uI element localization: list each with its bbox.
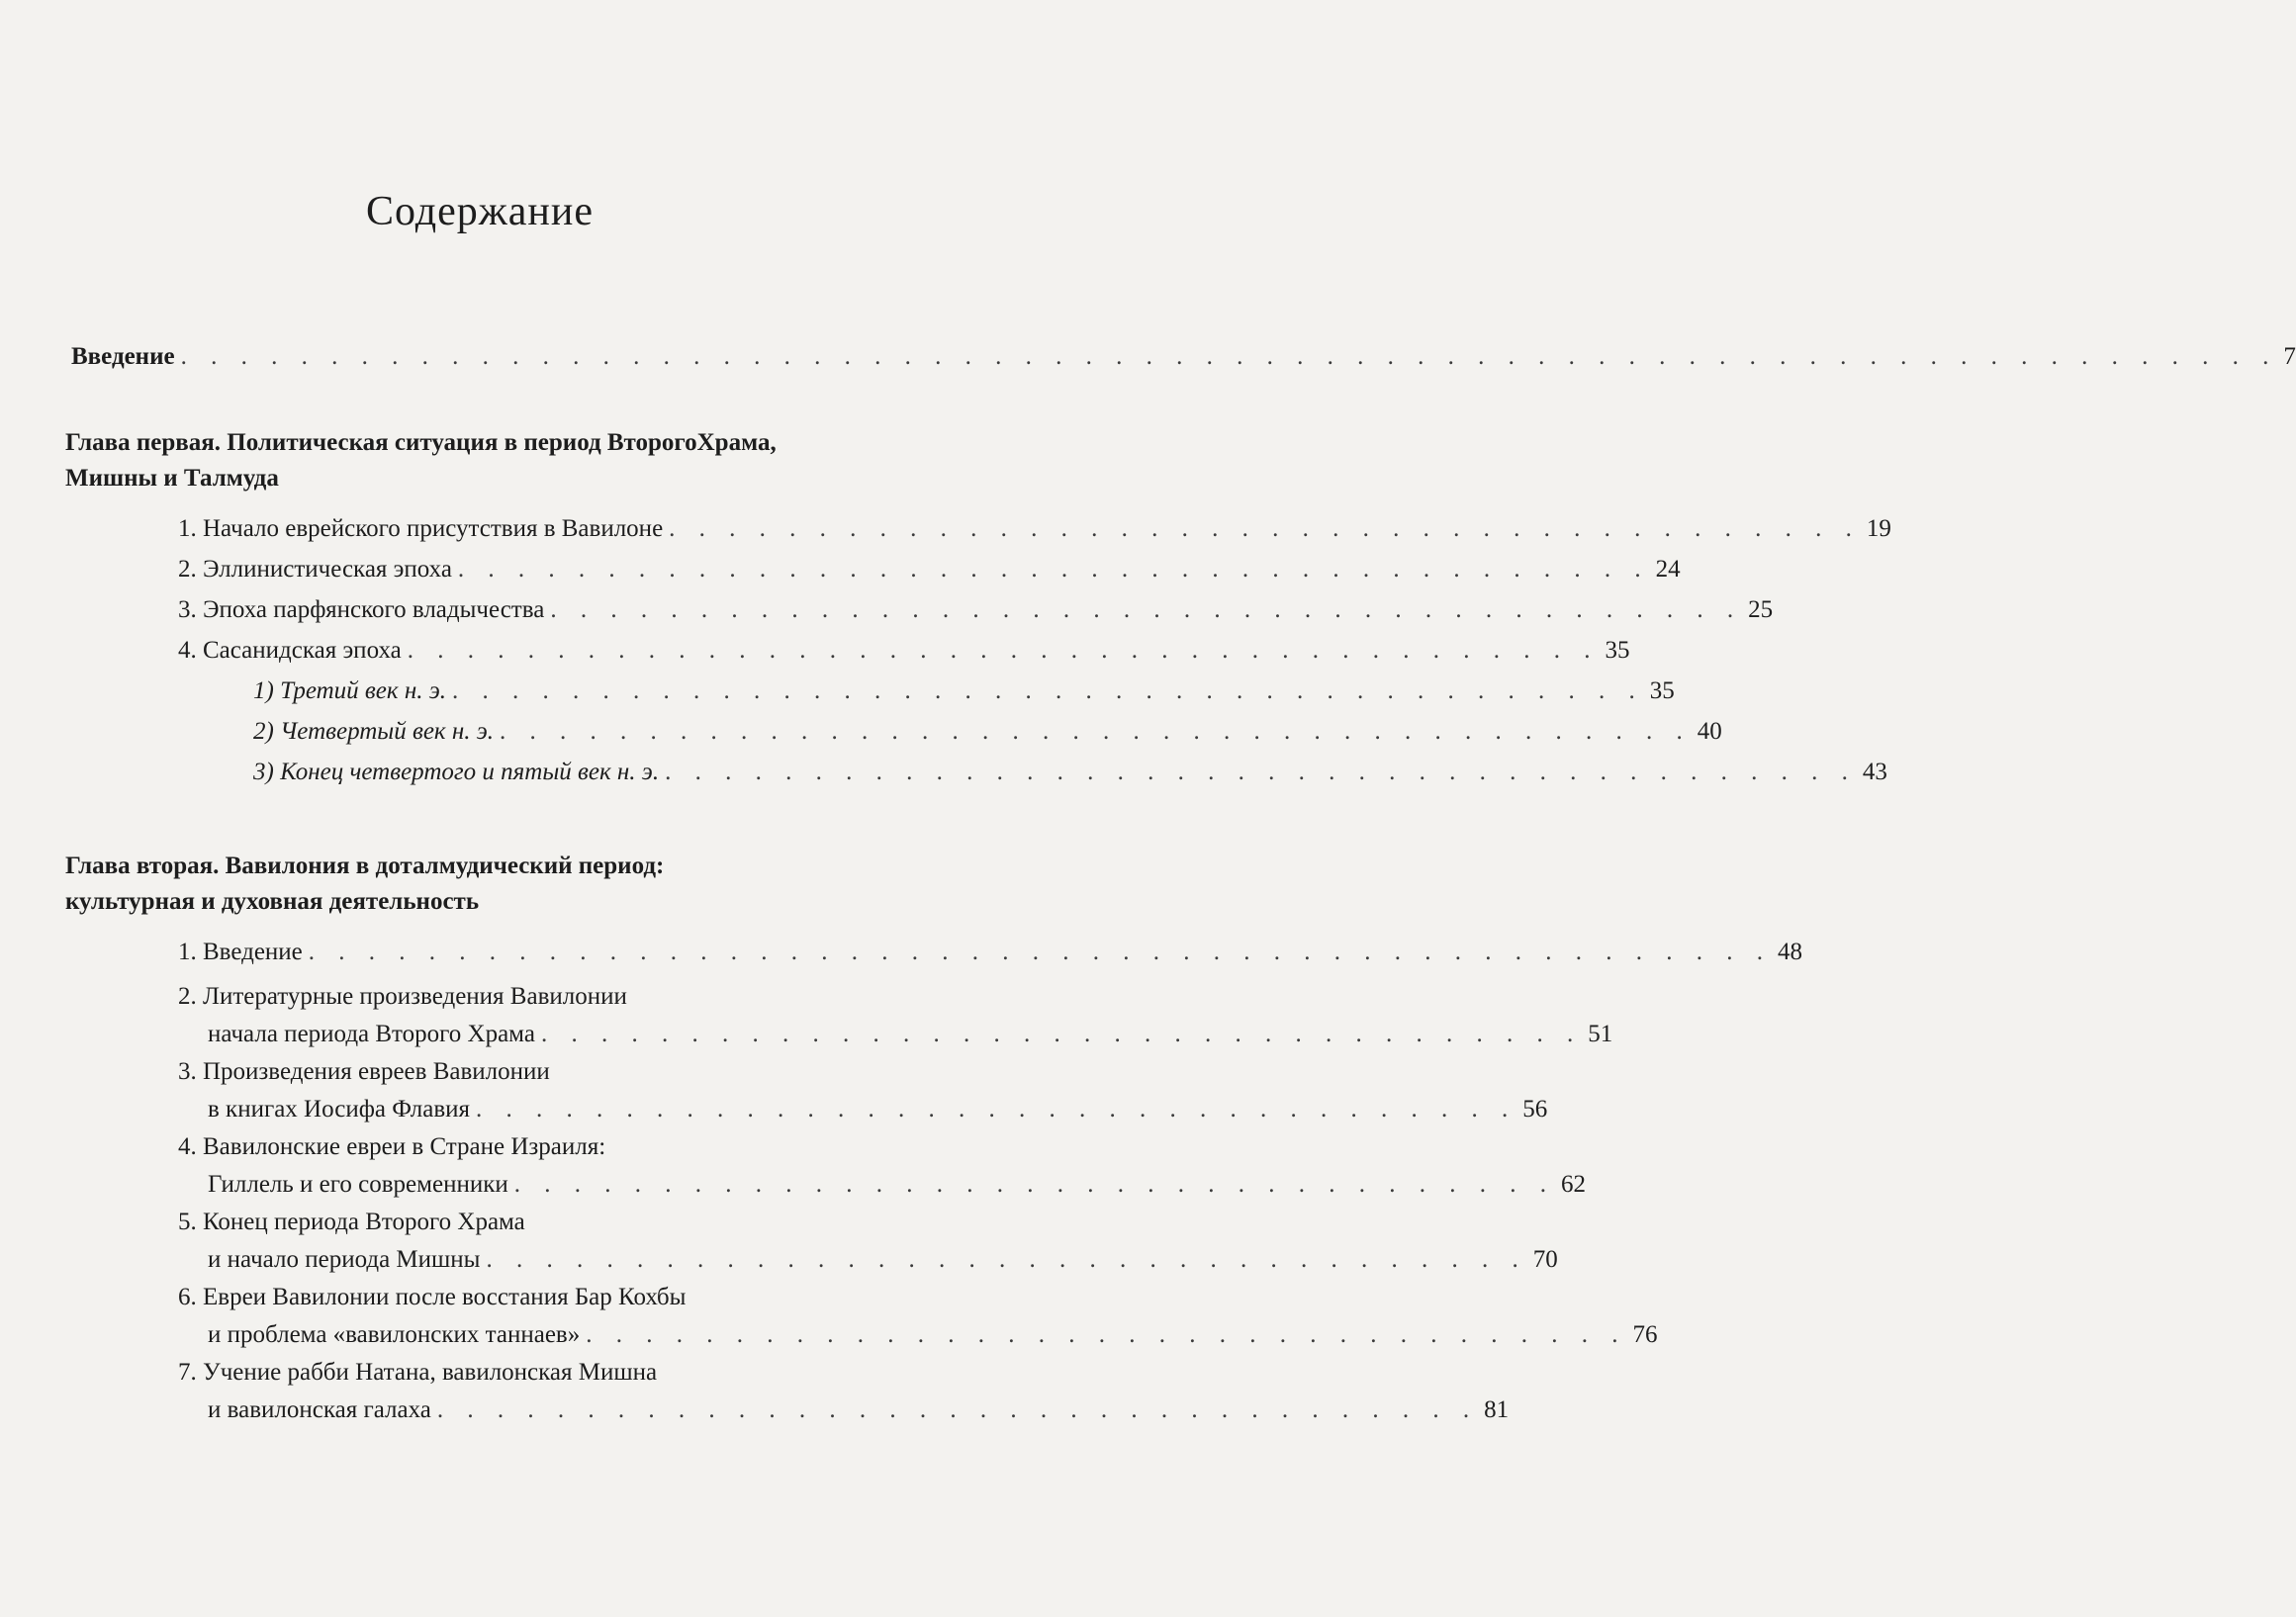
leader-dots: . . . . . . . . . . . . . . . . . . . . . . . . . . . . . . . . . . . . . . . . xyxy=(457,556,1650,583)
toc-entry-label: 2. Эллинистическая эпоха xyxy=(178,556,452,583)
toc-page-number: 56 xyxy=(1522,1096,1548,1123)
leader-dots: . . . . . . . . . . . . . . . . . . . . . . . . . . . . . . . . . . . xyxy=(436,1396,1479,1423)
toc-page-number: 19 xyxy=(1866,515,1891,542)
toc-page-number: 7 xyxy=(2283,343,2296,370)
toc-entry-label: 4. Сасанидская эпоха xyxy=(178,637,402,664)
leader-dots: . . . . . . . . . . . . . . . . . . . . . . . . . . . . . . . . . . . . . . . . . . . . . . . . . . . . . . . . . . . . . . . . . . . . . . xyxy=(180,343,2278,370)
chapter-heading-line: Глава вторая. Вавилония в доталмудический период: xyxy=(65,853,665,879)
toc-entry-label: 7. Учение рабби Натана, вавилонская Мишна xyxy=(178,1359,658,1386)
toc-entry xyxy=(178,1279,1658,1354)
toc-entry xyxy=(178,510,1891,548)
toc-page-number: 76 xyxy=(1632,1321,1658,1348)
toc-entry-label: 5. Конец периода Второго Храма xyxy=(178,1209,525,1235)
chapter-heading-line: Глава первая. Политическая ситуация в период ВторогоХрама, xyxy=(65,429,777,456)
toc-entry-label: в книгах Иосифа Флавия xyxy=(208,1096,471,1123)
toc-entry xyxy=(178,1204,1558,1279)
toc-entry-label: Гиллель и его современники xyxy=(208,1171,508,1198)
leader-dots: . . . . . . . . . . . . . . . . . . . . . . . . . . . . . . . . . . . . . . . . xyxy=(452,677,1644,704)
toc-entry xyxy=(178,1354,1510,1429)
leader-dots: . . . . . . . . . . . . . . . . . . . . . . . . . . . . . . . . . . . xyxy=(513,1171,1555,1198)
toc-entry xyxy=(178,591,1774,629)
chapter-2-heading xyxy=(65,849,664,920)
toc-entry-label: 3. Произведения евреев Вавилонии xyxy=(178,1058,550,1085)
toc-entry xyxy=(178,978,1613,1053)
toc-entry xyxy=(178,1128,1586,1204)
toc-entry-label: 2. Литературные произведения Вавилонии xyxy=(178,983,627,1010)
toc-page-number: 40 xyxy=(1697,718,1722,745)
toc-entry-label: и вавилонская галаха xyxy=(208,1396,431,1423)
toc-entry xyxy=(253,713,1722,751)
toc-page-number: 62 xyxy=(1561,1171,1586,1198)
chapter-heading-line: культурная и духовная деятельность xyxy=(65,888,480,915)
toc-entry-label: 3. Эпоха парфянского владычества xyxy=(178,596,545,623)
toc-page-number: 43 xyxy=(1862,759,1887,785)
toc-entry xyxy=(178,551,1681,588)
toc-entry xyxy=(178,632,1630,670)
leader-dots: . . . . . . . . . . . . . . . . . . . . . . . . . . . . . . . . . . . . . . . . xyxy=(500,718,1692,745)
leader-dots: . . . . . . . . . . . . . . . . . . . . . . . . . . . . . . . . . . . xyxy=(486,1246,1527,1273)
leader-dots: . . . . . . . . . . . . . . . . . . . . . . . . . . . . . . . . . . . . . . . . xyxy=(550,596,1743,623)
toc-page-number: 35 xyxy=(1649,677,1675,704)
toc-page-number: 25 xyxy=(1748,596,1774,623)
toc-entry-label: 1. Введение xyxy=(178,939,303,965)
toc-page-number: 24 xyxy=(1655,556,1681,583)
toc-entry-intro xyxy=(71,338,2296,376)
leader-dots: . . . . . . . . . . . . . . . . . . . . . . . . . . . . . . . . . . . xyxy=(540,1021,1583,1047)
chapter-heading-line: Мишны и Талмуда xyxy=(65,465,279,492)
toc-entry xyxy=(253,673,1675,710)
toc-page-number: 70 xyxy=(1532,1246,1558,1273)
toc-page-number: 51 xyxy=(1588,1021,1613,1047)
toc-entry-label: 2) Четвертый век н. э. xyxy=(253,718,495,745)
page-title: Содержание xyxy=(365,189,595,234)
toc-entry-label: и проблема «вавилонских таннаев» xyxy=(208,1321,581,1348)
leader-dots: . . . . . . . . . . . . . . . . . . . . . . . . . . . . . . . . . . . . . . . . . . . . . . . . . xyxy=(308,939,1773,965)
leader-dots: . . . . . . . . . . . . . . . . . . . . . . . . . . . . . . . . . . . . . . . . xyxy=(669,515,1861,542)
toc-page-number: 81 xyxy=(1484,1396,1510,1423)
toc-entry-label: 1. Начало еврейского присутствия в Вавилоне xyxy=(178,515,664,542)
toc-page-number: 48 xyxy=(1778,939,1803,965)
toc-entry-label: и начало периода Мишны xyxy=(208,1246,481,1273)
toc-entry-label: начала периода Второго Храма xyxy=(208,1021,535,1047)
leader-dots: . . . . . . . . . . . . . . . . . . . . . . . . . . . . . . . . . . . xyxy=(586,1321,1627,1348)
toc-entry-label: 4. Вавилонские евреи в Стране Израиля: xyxy=(178,1133,606,1160)
leader-dots: . . . . . . . . . . . . . . . . . . . . . . . . . . . . . . . . . . . xyxy=(476,1096,1517,1123)
toc-page-number: 35 xyxy=(1605,637,1630,664)
toc-entry-label: 1) Третий век н. э. xyxy=(253,677,446,704)
leader-dots: . . . . . . . . . . . . . . . . . . . . . . . . . . . . . . . . . . . . . . . . xyxy=(665,759,1857,785)
toc-entry xyxy=(253,754,1887,791)
leader-dots: . . . . . . . . . . . . . . . . . . . . . . . . . . . . . . . . . . . . . . . . xyxy=(407,637,1600,664)
toc-entry-label: 6. Евреи Вавилонии после восстания Бар Кохбы xyxy=(178,1284,687,1310)
toc-entry-label: Введение xyxy=(71,343,175,370)
toc-entry xyxy=(178,1053,1548,1128)
toc-entry xyxy=(178,934,1803,971)
chapter-1-heading xyxy=(65,425,777,496)
toc-entry-label: 3) Конец четвертого и пятый век н. э. xyxy=(253,759,660,785)
